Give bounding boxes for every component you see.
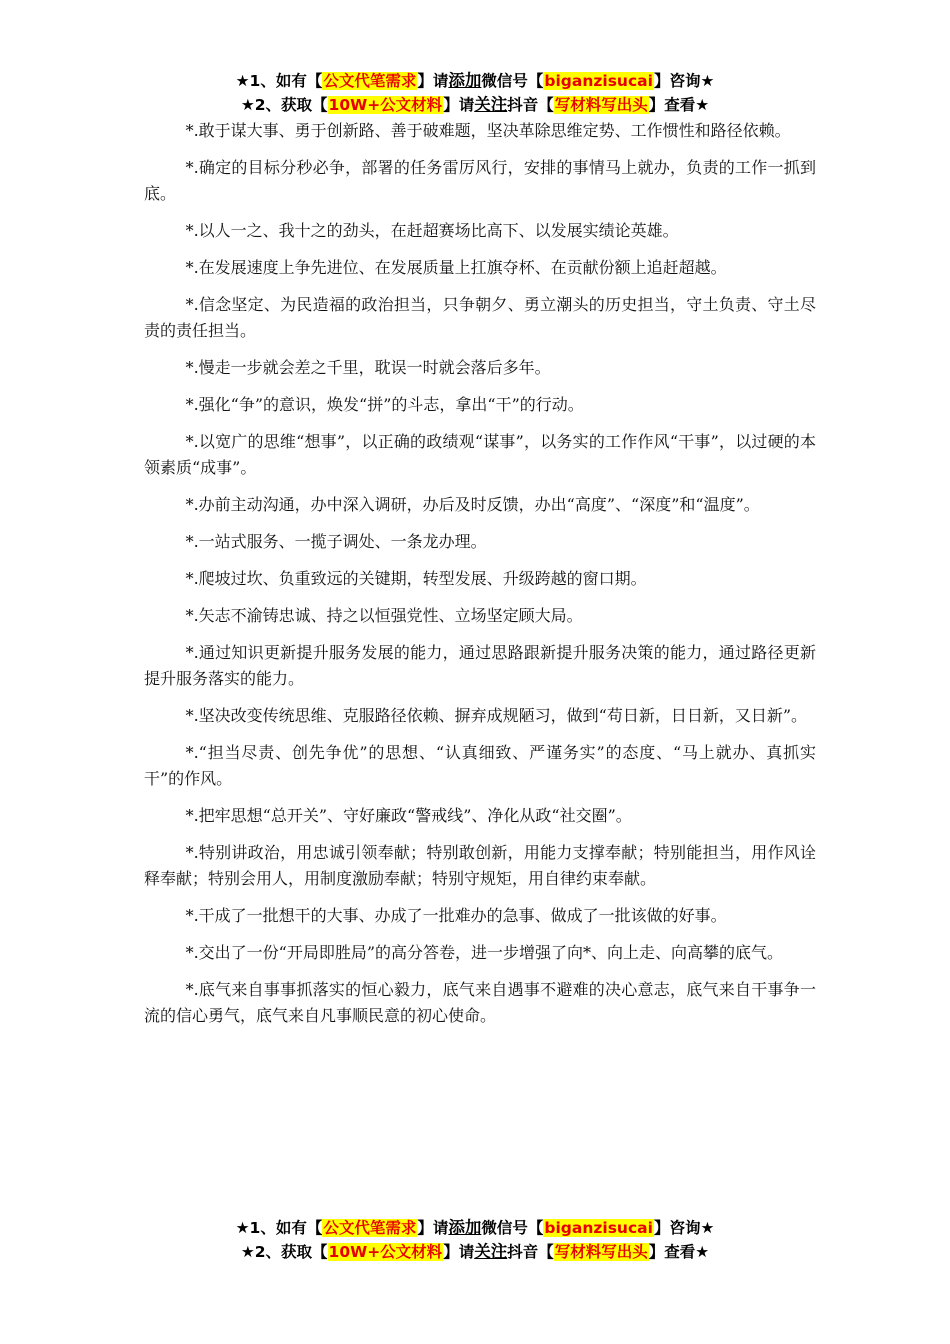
paragraph: *.办前主动沟通，办中深入调研，办后及时反馈，办出“高度”、“深度”和“温度”。 — [185, 495, 760, 514]
underlined-follow: 关注 — [474, 95, 508, 114]
banner-line-2: ★2、获取【10W+公文材料】请关注抖音【写材料写出头】查看★ — [240, 95, 710, 114]
highlight-wechat-id: biganzisucai — [544, 72, 653, 90]
highlight-materials: 10W+公文材料 — [328, 96, 443, 114]
paragraph: *.把牢思想“总开关”、守好廉政“警戒线”、净化从政“社交圈”。 — [185, 806, 632, 825]
paragraph: *.一站式服务、一揽子调处、一条龙办理。 — [185, 532, 487, 551]
highlight-douyin-account: 写材料写出头 — [554, 1243, 648, 1261]
highlight-materials: 10W+公文材料 — [328, 1243, 443, 1261]
highlight-wechat-id: biganzisucai — [544, 1219, 653, 1237]
paragraph: *.确定的目标分秒必争，部署的任务雷厉风行，安排的事情马上就办，负责的工作一抓到底。 — [144, 158, 816, 203]
paragraph: *.以人一之、我十之的劲头，在赶超赛场比高下、以发展实绩论英雄。 — [185, 221, 679, 240]
paragraph: *.以宽广的思维“想事”，以正确的政绩观“谋事”，以务实的工作作风“干事”，以过硬的本领素质“成事”。 — [144, 432, 816, 477]
paragraph: *.敢于谋大事、勇于创新路、善于破难题，坚决革除思维定势、工作惯性和路径依赖。 — [185, 121, 791, 140]
banner-line-1: ★1、如有【公文代笔需求】请添加微信号【biganzisucai】咨询★ — [235, 71, 715, 90]
paragraph: *.在发展速度上争先进位、在发展质量上扛旗夺杯、在贡献份额上追赶超越。 — [185, 258, 727, 277]
paragraph: *.慢走一步就会差之千里，耽误一时就会落后多年。 — [185, 358, 551, 377]
paragraph: *.交出了一份“开局即胜局”的高分答卷，进一步增强了向*、向上走、向高攀的底气。 — [185, 943, 784, 962]
paragraph: *.坚决改变传统思维、克服路径依赖、摒弃成规陋习，做到“苟日新，日日新，又日新”。 — [185, 706, 808, 725]
document-body — [144, 118, 816, 1040]
paragraph: *.底气来自事事抓落实的恒心毅力，底气来自遇事不避难的决心意志，底气来自干事争一流的信心勇气，底气来自凡事顺民意的初心使命。 — [144, 980, 816, 1025]
paragraph: *.矢志不渝铸忠诚、持之以恒强党性、立场坚定顾大局。 — [185, 606, 583, 625]
paragraph: *.爬坡过坎、负重致远的关键期，转型发展、升级跨越的窗口期。 — [185, 569, 647, 588]
header-banner — [0, 69, 950, 117]
underlined-follow: 关注 — [474, 1242, 508, 1261]
footer-banner — [0, 1216, 950, 1264]
underlined-add: 添加 — [448, 71, 482, 90]
paragraph: *.特别讲政治，用忠诚引领奉献；特别敢创新，用能力支撑奉献；特别能担当，用作风诠释奉献；特别会用人，用制度激励奉献；特别守规矩，用自律约束奉献。 — [144, 843, 816, 888]
paragraph: *.“担当尽责、创先争优”的思想、“认真细致、严谨务实”的态度、“马上就办、真抓实干”的作风。 — [144, 743, 816, 788]
paragraph: *.通过知识更新提升服务发展的能力，通过思路跟新提升服务决策的能力，通过路径更新提升服务落实的能力。 — [144, 643, 816, 688]
underlined-add: 添加 — [448, 1218, 482, 1237]
highlight-writing-service: 公文代笔需求 — [323, 1219, 417, 1237]
banner-line-2: ★2、获取【10W+公文材料】请关注抖音【写材料写出头】查看★ — [240, 1242, 710, 1261]
paragraph: *.强化“争”的意识，焕发“拼”的斗志，拿出“干”的行动。 — [185, 395, 584, 414]
paragraph: *.信念坚定、为民造福的政治担当，只争朝夕、勇立潮头的历史担当，守土负责、守土尽责的责任担当。 — [144, 295, 816, 340]
highlight-douyin-account: 写材料写出头 — [554, 96, 648, 114]
banner-line-1: ★1、如有【公文代笔需求】请添加微信号【biganzisucai】咨询★ — [235, 1218, 715, 1237]
highlight-writing-service: 公文代笔需求 — [323, 72, 417, 90]
paragraph: *.干成了一批想干的大事、办成了一批难办的急事、做成了一批该做的好事。 — [185, 906, 727, 925]
